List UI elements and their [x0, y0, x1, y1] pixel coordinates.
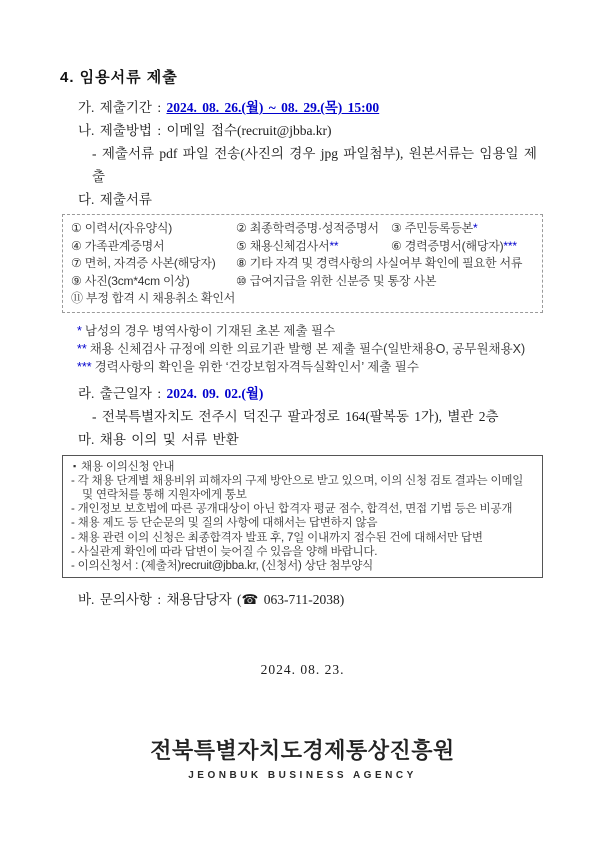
doc-item-4: ④ 가족관계증명서	[71, 238, 165, 253]
doc-item-6: ⑥ 경력증명서(해당자)***	[391, 238, 517, 253]
doc-item-7: ⑦ 면허, 자격증 사본(해당자)	[71, 256, 216, 270]
agency-logo-english: JEONBUK BUSINESS AGENCY	[188, 770, 417, 782]
doc-item-3: ③ 주민등록등본*	[391, 221, 478, 235]
submission-period-value: 2024. 08. 26.(월) ~ 08. 29.(목) 15:00	[166, 100, 380, 115]
objection-item-3: - 채용 제도 등 단순문의 및 질의 사항에 대해서는 답변하지 않음	[71, 517, 378, 530]
footnote-2-text: 채용 신체검사 규정에 의한 의료기관 발행 본 제출 필수(일반채용O, 공무원채용X)	[89, 341, 526, 356]
note-mark-2: **	[329, 238, 339, 253]
doc-item-11: ⑪ 부정 합격 시 채용취소 확인서	[71, 291, 236, 305]
doc-item-8: ⑧ 기타 자격 및 경력사항의 사실여부 확인에 필요한 서류	[236, 256, 523, 270]
objection-item-4: - 채용 관련 이의 신청은 최종합격자 발표 후, 7일 이내까지 접수된 건에 대해서만 답변	[71, 531, 483, 544]
objection-item-5: - 사실관계 확인에 따라 답변이 늦어질 수 있음을 양해 바랍니다.	[71, 545, 378, 558]
work-address: - 전북특별자치도 전주시 덕진구 팔과정로 164(팔복동 1가), 별관 2층	[92, 408, 499, 424]
footnote-1-mark: *	[77, 323, 82, 338]
doc-item-9: ⑨ 사진(3cm*4cm 이상)	[71, 273, 190, 288]
objection-box-title	[71, 460, 534, 474]
issue-date: 2024. 08. 23.	[260, 662, 345, 678]
objection-label: 마. 채용 이의 및 서류 반환	[78, 431, 239, 447]
submission-method-line: 나. 제출방법 : 이메일 접수(recruit@jbba.kr)	[78, 123, 332, 138]
objection-item-6: - 이의신청서 : (제출처)recruit@jbba.kr, (신청서) 상단 첨부양식	[71, 559, 374, 572]
square-bullet-icon: ▪	[73, 460, 76, 471]
agency-logo-korean: 전북특별자치도경제통상진흥원	[150, 738, 455, 764]
doc-item-2: ② 최종학력증명·성적증명서	[236, 221, 379, 235]
footnote-1-text: 남성의 경우 병역사항이 기재된 초본 제출 필수	[84, 323, 336, 338]
contact-label: 바. 문의사항 : 채용담당자 (	[78, 592, 242, 608]
doc-item-1: ① 이력서(자유양식)	[71, 221, 173, 235]
note-mark-3: ***	[503, 238, 517, 253]
footnote-2	[77, 340, 545, 358]
contact-line	[78, 588, 545, 612]
section-heading: 4. 임용서류 제출	[60, 69, 178, 86]
objection-title-text: 채용 이의신청 안내	[81, 460, 175, 473]
objection-item-2: - 개인정보 보호법에 따른 공개대상이 아닌 합격자 평균 점수, 합격선, 면접 기법 등은 비공개	[71, 503, 513, 516]
submission-period-label: 가. 제출기간 :	[78, 100, 167, 115]
doc-row-1	[71, 220, 534, 238]
submission-method-note: - 제출서류 pdf 파일 전송(사진의 경우 jpg 파일첨부), 원본서류는 임용일 제출	[92, 146, 537, 184]
footnote-3	[77, 358, 545, 376]
required-documents-box	[62, 214, 543, 313]
objection-guide-box	[62, 455, 543, 579]
doc-row-4	[71, 273, 534, 291]
footnotes	[77, 322, 545, 376]
submission-period-line	[78, 96, 545, 119]
footnote-3-mark: ***	[77, 359, 92, 374]
footnote-3-text: 경력사항의 확인을 위한 ‘건강보험자격득실확인서’ 제출 필수	[94, 359, 419, 374]
start-date-value: 2024. 09. 02.(월)	[166, 385, 264, 401]
doc-row-5	[71, 290, 534, 308]
doc-row-3	[71, 255, 534, 273]
start-date-line	[78, 382, 545, 405]
doc-item-10: ⑩ 급여지급을 위한 신분증 및 통장 사본	[236, 273, 437, 288]
doc-item-5: ⑤ 채용신체검사서**	[236, 238, 339, 253]
start-date-label: 라. 출근일자 :	[78, 385, 167, 401]
footnote-1	[77, 322, 545, 340]
footnote-2-mark: **	[77, 341, 87, 356]
phone-icon: ☎	[241, 592, 259, 609]
contact-number: 063-711-2038)	[258, 592, 345, 608]
doc-row-2	[71, 238, 534, 256]
note-mark-1: *	[473, 221, 478, 235]
objection-item-1: - 각 채용 단계별 채용비위 피해자의 구제 방안으로 받고 있으며, 이의 신청 검토 결과는 이메일 및 연락처를 통해 지원자에게 통보	[71, 474, 524, 501]
documents-label: 다. 제출서류	[78, 192, 152, 207]
agency-logo	[60, 734, 545, 781]
